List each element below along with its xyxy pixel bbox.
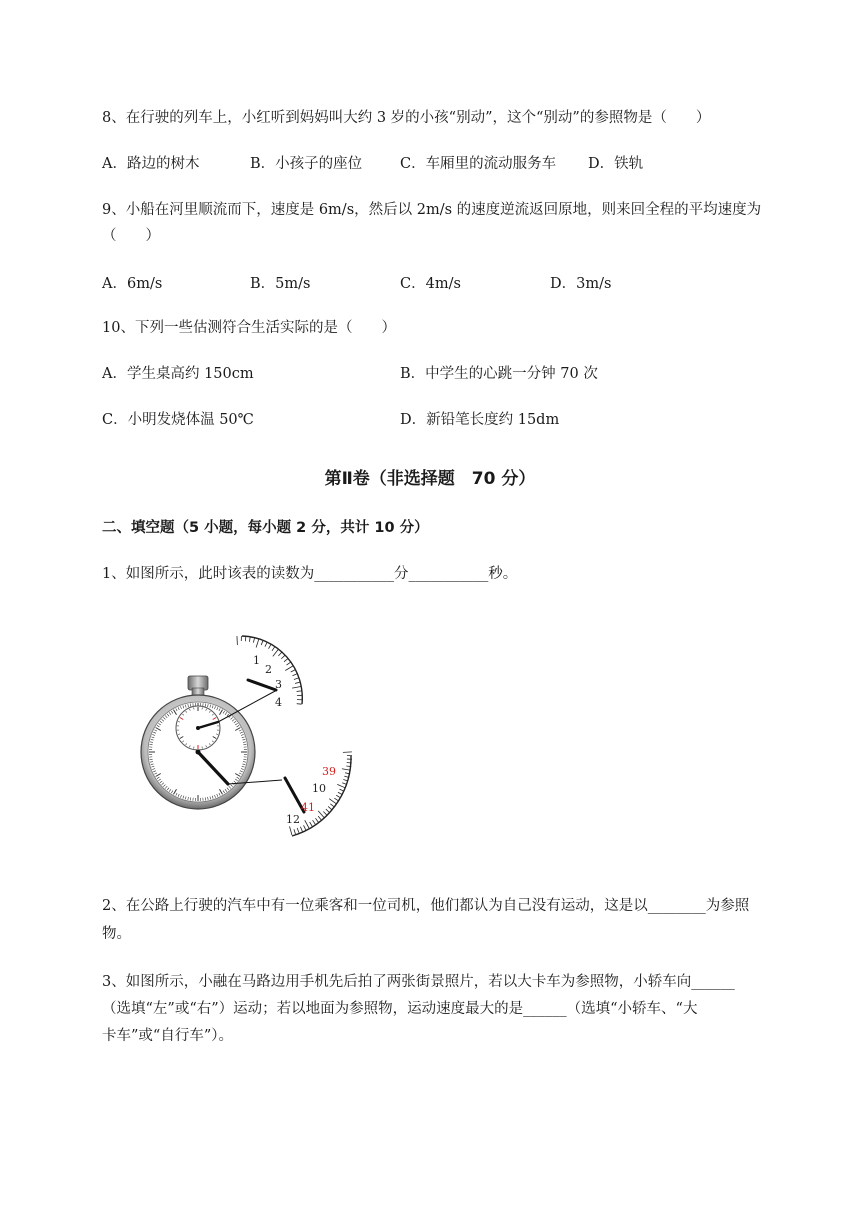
- minute-scale-label-2: 2: [265, 663, 272, 676]
- q9-option-c: C．4m/s: [400, 276, 461, 292]
- q8-option-c: C．车厢里的流动服务车: [400, 156, 557, 172]
- q8-option-b: B．小孩子的座位: [250, 156, 363, 172]
- scale-tick: [284, 659, 288, 662]
- magnified-second-scale: [285, 752, 352, 836]
- scale-tick: [273, 649, 279, 656]
- second-scale-label-10: 10: [312, 782, 326, 795]
- fill-q2-line2: 物。: [102, 926, 131, 942]
- second-scale-label-12: 12: [286, 813, 300, 826]
- stopwatch-figure: [140, 628, 370, 838]
- fill-q3-line2: （选填“左”或“右”）运动；若以地面为参照物，运动速度最大的是______（选填“小轿车、“大: [102, 1001, 698, 1017]
- scale-tick: [256, 639, 259, 648]
- q9-stem-line1: 9、小船在河里顺流而下，速度是 6m/s，然后以 2m/s 的速度逆流返回原地，则来回全程的平均速度为: [102, 202, 762, 218]
- q9-option-a: A．6m/s: [102, 276, 163, 292]
- scale-tick: [295, 682, 300, 683]
- minute-scale-label-3: 3: [275, 678, 282, 691]
- scale-tick: [297, 691, 302, 692]
- scale-tick: [315, 818, 318, 822]
- q10-stem: 10、下列一些估测符合生活实际的是（ ）: [102, 320, 396, 336]
- scale-tick: [328, 806, 332, 809]
- minute-scale-pointer: [248, 680, 276, 690]
- scale-tick: [329, 799, 336, 804]
- q10-option-b: B．中学生的心跳一分钟 70 次: [400, 366, 598, 382]
- fill-q3-line3: 卡车”或“自行车”）。: [102, 1028, 233, 1044]
- minute-scale-label-1: 1: [253, 654, 260, 667]
- scale-tick: [261, 640, 263, 645]
- scale-tick: [305, 820, 309, 828]
- second-scale-label-39: 39: [322, 765, 336, 778]
- scale-tick: [297, 828, 299, 833]
- scale-tick: [294, 678, 299, 680]
- scale-tick: [336, 795, 340, 798]
- scale-tick: [281, 655, 285, 658]
- scale-tick: [340, 789, 345, 791]
- q10-option-d: D．新铅笔长度约 15dm: [400, 412, 560, 428]
- scale-tick: [265, 642, 267, 646]
- scale-tick: [291, 670, 295, 672]
- scale-tick: [249, 637, 250, 642]
- scale-tick: [269, 644, 272, 648]
- magnified-minute-scale: [237, 636, 302, 709]
- scale-tick: [290, 826, 292, 835]
- fill-q2-line1: 2、在公路上行驶的汽车中有一位乘客和一位司机，他们都认为自己没有运动，这是以________为参照: [102, 898, 750, 914]
- scale-tick: [287, 662, 291, 665]
- scale-tick: [338, 792, 342, 794]
- q10-option-a: A．学生桌高约 150cm: [102, 366, 254, 382]
- q9-option-b: B．5m/s: [250, 276, 311, 292]
- q8-option-a: A．路边的树木: [102, 156, 200, 172]
- scale-tick: [272, 647, 275, 651]
- scale-tick: [313, 820, 316, 824]
- second-scale-label-41: 41: [301, 801, 315, 814]
- stopwatch-illustration: [140, 628, 370, 838]
- scale-tick: [310, 822, 313, 826]
- scale-tick: [334, 798, 338, 801]
- scale-tick: [337, 784, 345, 788]
- q8-option-d: D．铁轨: [588, 156, 644, 172]
- fill-q1: 1、如图所示，此时该表的读数为___________分___________秒。: [102, 566, 518, 582]
- q8-stem: 8、在行驶的列车上，小红听到妈妈叫大约 3 岁的小孩“别动”，这个“别动”的参照物是（ ）: [102, 110, 711, 126]
- scale-tick: [330, 804, 334, 807]
- scale-tick: [318, 816, 321, 820]
- scale-tick: [292, 686, 301, 688]
- q9-stem-line2: （ ）: [102, 228, 160, 244]
- minute-scale-label-4: 4: [275, 696, 282, 709]
- q10-option-c: C．小明发烧体温 50℃: [102, 412, 254, 428]
- scale-tick: [304, 825, 306, 830]
- q9-option-d: D．3m/s: [550, 276, 612, 292]
- scale-tick: [285, 666, 293, 671]
- scale-tick: [300, 827, 302, 832]
- part-heading: 二、填空题（5 小题，每小题 2 分，共计 10 分）: [102, 520, 429, 536]
- scale-tick: [323, 812, 326, 816]
- section-title: 第Ⅱ卷（非选择题 70 分）: [324, 469, 536, 489]
- scale-tick: [278, 652, 281, 656]
- scale-tick: [253, 638, 254, 643]
- scale-tick: [326, 809, 330, 812]
- scale-tick: [294, 829, 296, 834]
- scale-tick: [342, 769, 351, 771]
- scale-tick: [292, 674, 297, 676]
- fill-q3-line1: 3、如图所示，小融在马路边用手机先后拍了两张街景照片，若以大卡车为参照物，小轿车向______: [102, 974, 735, 990]
